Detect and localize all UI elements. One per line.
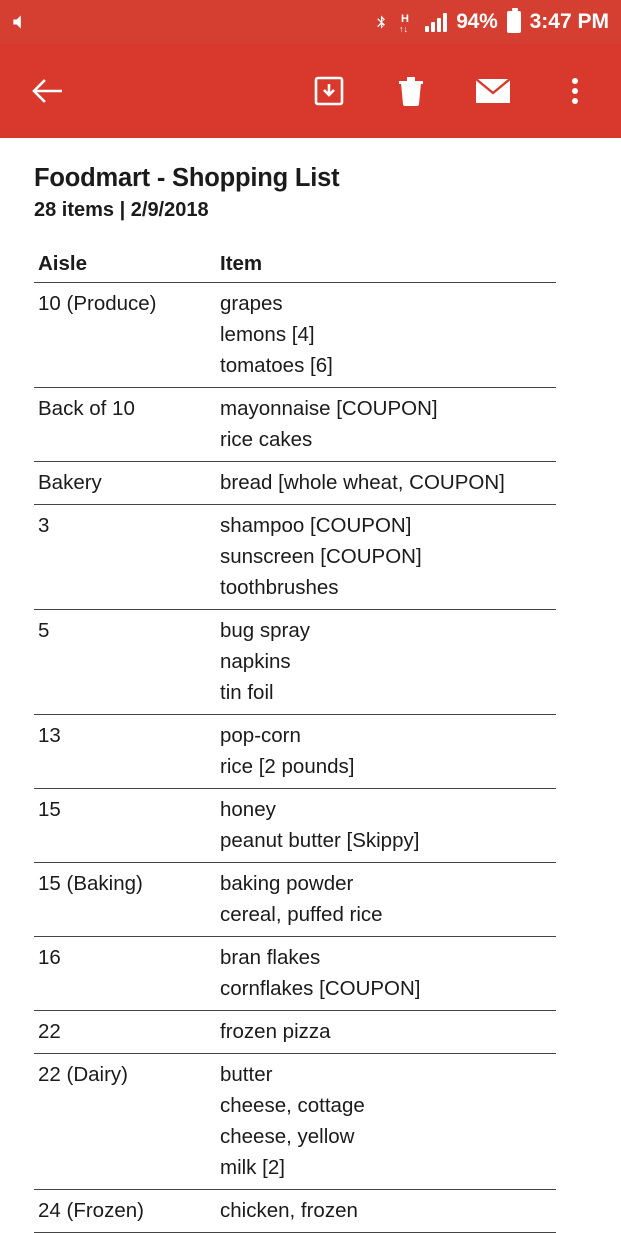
cell-aisle: 22 [34, 1011, 216, 1054]
list-item: toothbrushes [220, 576, 339, 599]
table-row[interactable] [34, 937, 556, 1011]
table-body [34, 283, 556, 1233]
table-row[interactable] [34, 1054, 556, 1190]
list-item: rice cakes [220, 428, 313, 451]
clock-label: 3:47 PM [529, 10, 609, 33]
signal-bars-icon [425, 12, 447, 32]
cell-aisle: Bakery [34, 462, 216, 505]
list-item: rice [2 pounds] [220, 755, 355, 778]
page-subtitle: 28 items | 2/9/2018 [34, 199, 209, 221]
list-item: tin foil [220, 681, 274, 704]
cell-aisle: 3 [34, 505, 216, 610]
cell-items [216, 715, 556, 789]
table-row[interactable] [34, 505, 556, 610]
list-item: baking powder [220, 872, 354, 895]
svg-text:H: H [401, 13, 410, 25]
app-bar-actions [307, 69, 605, 113]
cell-items [216, 462, 556, 505]
table-row[interactable] [34, 283, 556, 388]
cell-aisle: Back of 10 [34, 388, 216, 462]
status-bar [0, 0, 621, 44]
cell-items [216, 610, 556, 715]
status-bar-right [373, 10, 609, 34]
list-item: napkins [220, 650, 291, 673]
svg-text:↑↓: ↑↓ [399, 24, 409, 34]
cell-items [216, 937, 556, 1011]
list-item: frozen pizza [220, 1020, 331, 1043]
archive-icon[interactable] [307, 69, 351, 113]
cell-items [216, 388, 556, 462]
list-item: bug spray [220, 619, 311, 642]
list-item: peanut butter [Skippy] [220, 829, 420, 852]
cell-items [216, 1054, 556, 1190]
battery-percent-label: 94% [456, 10, 498, 33]
shopping-list-table [34, 252, 556, 1233]
list-item: pop-corn [220, 724, 301, 747]
list-item: grapes [220, 292, 283, 315]
list-item: chicken, frozen [220, 1199, 358, 1222]
cell-aisle: 22 (Dairy) [34, 1054, 216, 1190]
list-item: milk [2] [220, 1156, 285, 1179]
cell-aisle: 24 (Frozen) [34, 1190, 216, 1233]
cell-items [216, 789, 556, 863]
trash-icon[interactable] [389, 69, 433, 113]
list-item: cheese, cottage [220, 1094, 365, 1117]
cell-aisle: 13 [34, 715, 216, 789]
list-item: cereal, puffed rice [220, 903, 383, 926]
list-item: bran flakes [220, 946, 321, 969]
hspa-indicator [398, 11, 416, 33]
page-title: Foodmart - Shopping List [34, 164, 340, 192]
list-item: honey [220, 798, 276, 821]
status-bar-left [10, 12, 30, 32]
cell-aisle: 15 (Baking) [34, 863, 216, 937]
envelope-icon[interactable] [471, 69, 515, 113]
cell-items [216, 283, 556, 388]
document-content [0, 138, 621, 1233]
table-row[interactable] [34, 715, 556, 789]
cell-items [216, 1190, 556, 1233]
table-header-row [34, 252, 556, 283]
column-header-aisle: Aisle [34, 252, 216, 283]
battery-icon [507, 11, 521, 33]
column-header-item: Item [216, 252, 556, 283]
cell-aisle: 10 (Produce) [34, 283, 216, 388]
cell-aisle: 5 [34, 610, 216, 715]
list-item: cornflakes [COUPON] [220, 977, 421, 1000]
app-bar [0, 44, 621, 138]
cell-items [216, 505, 556, 610]
cell-aisle: 15 [34, 789, 216, 863]
back-arrow-icon[interactable] [22, 65, 74, 117]
table-row[interactable] [34, 789, 556, 863]
list-item: cheese, yellow [220, 1125, 355, 1148]
speaker-mute-icon [10, 12, 30, 32]
list-item: sunscreen [COUPON] [220, 545, 422, 568]
table-row[interactable] [34, 863, 556, 937]
table-row[interactable] [34, 610, 556, 715]
more-vertical-icon[interactable] [553, 69, 597, 113]
cell-items [216, 1011, 556, 1054]
list-item: bread [whole wheat, COUPON] [220, 471, 505, 494]
cell-aisle: 16 [34, 937, 216, 1011]
table-row[interactable] [34, 388, 556, 462]
list-item: butter [220, 1063, 273, 1086]
list-item: tomatoes [6] [220, 354, 333, 377]
table-row[interactable] [34, 462, 556, 505]
list-item: shampoo [COUPON] [220, 514, 412, 537]
table-row[interactable] [34, 1190, 556, 1233]
list-item: mayonnaise [COUPON] [220, 397, 438, 420]
table-row[interactable] [34, 1011, 556, 1054]
cell-items [216, 863, 556, 937]
bluetooth-icon [373, 10, 389, 34]
list-item: lemons [4] [220, 323, 315, 346]
